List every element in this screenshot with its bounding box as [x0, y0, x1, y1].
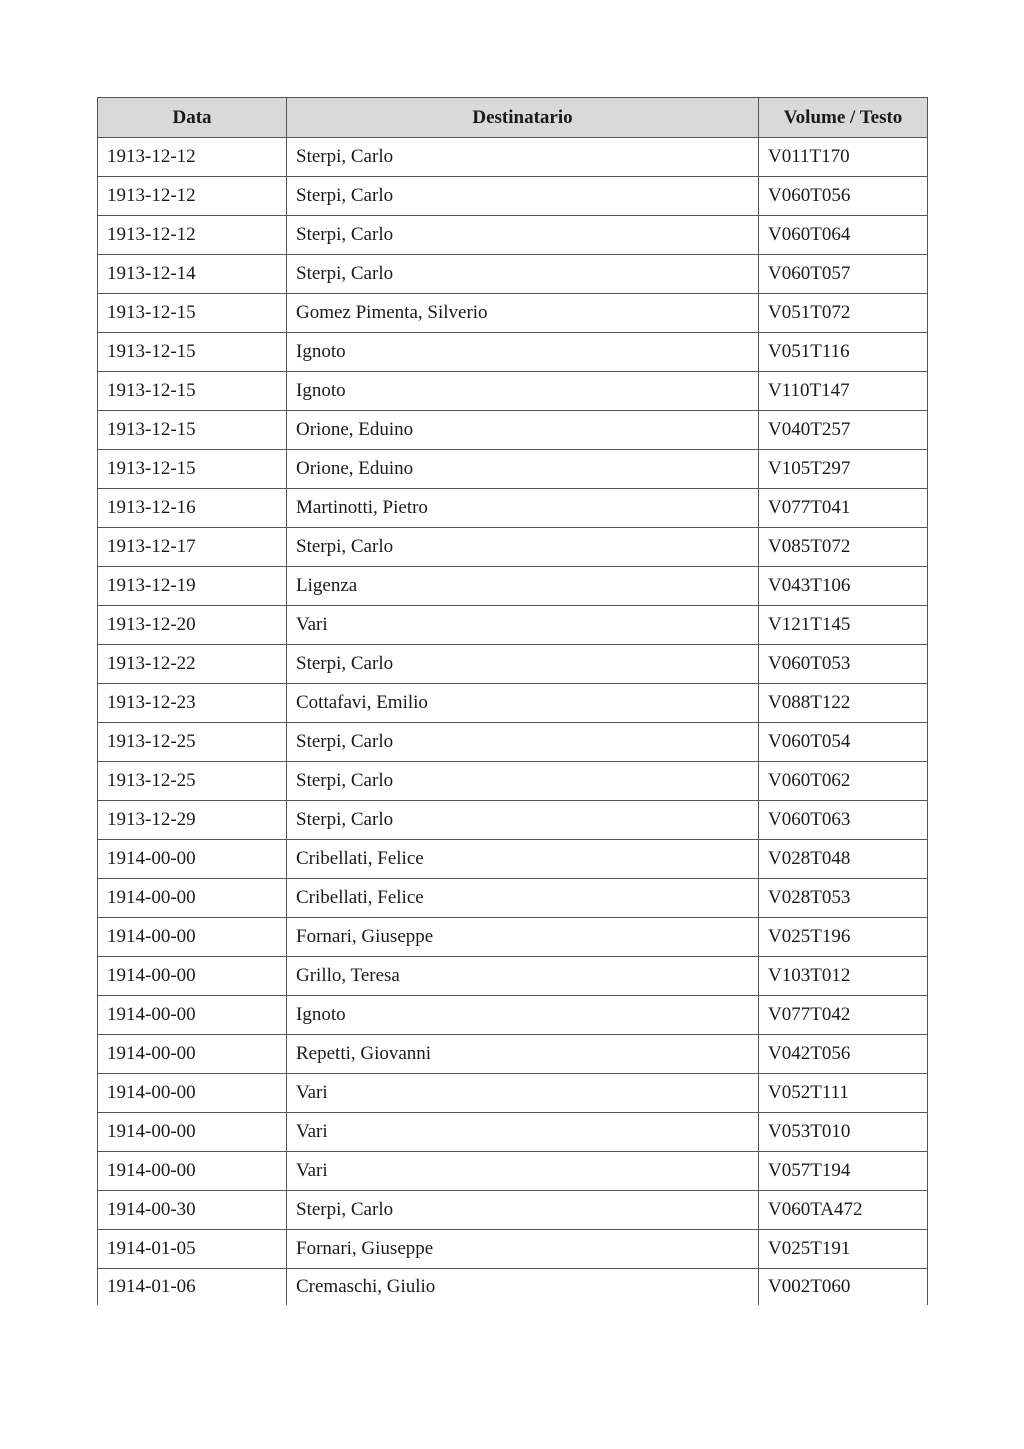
- cell-volume-testo: V028T048: [759, 840, 928, 879]
- cell-date: 1914-00-00: [98, 1035, 287, 1074]
- cell-volume-testo: V060T056: [759, 177, 928, 216]
- cell-date: 1913-12-22: [98, 645, 287, 684]
- cell-volume-testo: V121T145: [759, 606, 928, 645]
- cell-date: 1913-12-15: [98, 294, 287, 333]
- table-row: [98, 450, 928, 489]
- cell-date: 1913-12-25: [98, 723, 287, 762]
- cell-volume-testo: V040T257: [759, 411, 928, 450]
- table-row: [98, 1074, 928, 1113]
- cell-date: 1914-00-00: [98, 1113, 287, 1152]
- table-row: [98, 918, 928, 957]
- table-row: [98, 567, 928, 606]
- cell-date: 1913-12-20: [98, 606, 287, 645]
- table-row: [98, 372, 928, 411]
- cell-volume-testo: V052T111: [759, 1074, 928, 1113]
- cell-destinatario: Ignoto: [287, 372, 759, 411]
- cell-date: 1914-00-00: [98, 1152, 287, 1191]
- table-row: [98, 762, 928, 801]
- letters-table: [97, 97, 928, 1305]
- cell-destinatario: Cottafavi, Emilio: [287, 684, 759, 723]
- table-row: [98, 723, 928, 762]
- cell-destinatario: Cribellati, Felice: [287, 840, 759, 879]
- table-row: [98, 1035, 928, 1074]
- header-volume-testo: Volume / Testo: [759, 98, 928, 138]
- cell-date: 1913-12-16: [98, 489, 287, 528]
- cell-destinatario: Orione, Eduino: [287, 411, 759, 450]
- cell-date: 1913-12-12: [98, 177, 287, 216]
- table-row: [98, 1269, 928, 1306]
- cell-destinatario: Martinotti, Pietro: [287, 489, 759, 528]
- cell-date: 1913-12-14: [98, 255, 287, 294]
- cell-destinatario: Orione, Eduino: [287, 450, 759, 489]
- table-body: [98, 138, 928, 1306]
- cell-volume-testo: V060T054: [759, 723, 928, 762]
- table-row: [98, 840, 928, 879]
- table-row: [98, 138, 928, 177]
- cell-date: 1914-00-00: [98, 996, 287, 1035]
- cell-date: 1913-12-15: [98, 411, 287, 450]
- cell-destinatario: Grillo, Teresa: [287, 957, 759, 996]
- cell-destinatario: Cribellati, Felice: [287, 879, 759, 918]
- cell-volume-testo: V057T194: [759, 1152, 928, 1191]
- table-row: [98, 606, 928, 645]
- cell-volume-testo: V043T106: [759, 567, 928, 606]
- cell-date: 1914-00-00: [98, 840, 287, 879]
- table-row: [98, 294, 928, 333]
- cell-volume-testo: V060T053: [759, 645, 928, 684]
- cell-destinatario: Ignoto: [287, 996, 759, 1035]
- table-row: [98, 957, 928, 996]
- cell-volume-testo: V051T072: [759, 294, 928, 333]
- cell-date: 1913-12-17: [98, 528, 287, 567]
- cell-date: 1914-00-00: [98, 879, 287, 918]
- cell-volume-testo: V060T064: [759, 216, 928, 255]
- cell-date: 1913-12-12: [98, 138, 287, 177]
- table-row: [98, 411, 928, 450]
- table-row: [98, 216, 928, 255]
- cell-date: 1913-12-15: [98, 450, 287, 489]
- cell-date: 1914-01-06: [98, 1269, 287, 1306]
- cell-volume-testo: V088T122: [759, 684, 928, 723]
- cell-volume-testo: V077T041: [759, 489, 928, 528]
- cell-destinatario: Ignoto: [287, 333, 759, 372]
- table-row: [98, 1191, 928, 1230]
- cell-destinatario: Sterpi, Carlo: [287, 216, 759, 255]
- table-row: [98, 177, 928, 216]
- cell-volume-testo: V011T170: [759, 138, 928, 177]
- cell-date: 1913-12-29: [98, 801, 287, 840]
- cell-volume-testo: V085T072: [759, 528, 928, 567]
- table-row: [98, 879, 928, 918]
- cell-volume-testo: V051T116: [759, 333, 928, 372]
- cell-volume-testo: V060TA472: [759, 1191, 928, 1230]
- cell-destinatario: Ligenza: [287, 567, 759, 606]
- cell-destinatario: Sterpi, Carlo: [287, 177, 759, 216]
- cell-destinatario: Vari: [287, 1152, 759, 1191]
- header-destinatario: Destinatario: [287, 98, 759, 138]
- cell-volume-testo: V060T062: [759, 762, 928, 801]
- cell-date: 1913-12-12: [98, 216, 287, 255]
- table-row: [98, 1113, 928, 1152]
- cell-volume-testo: V060T063: [759, 801, 928, 840]
- cell-destinatario: Fornari, Giuseppe: [287, 1230, 759, 1269]
- table-row: [98, 645, 928, 684]
- cell-destinatario: Sterpi, Carlo: [287, 801, 759, 840]
- table-row: [98, 489, 928, 528]
- cell-volume-testo: V028T053: [759, 879, 928, 918]
- table-row: [98, 684, 928, 723]
- header-data: Data: [98, 98, 287, 138]
- cell-destinatario: Vari: [287, 606, 759, 645]
- cell-volume-testo: V103T012: [759, 957, 928, 996]
- cell-volume-testo: V060T057: [759, 255, 928, 294]
- cell-volume-testo: V053T010: [759, 1113, 928, 1152]
- cell-volume-testo: V025T191: [759, 1230, 928, 1269]
- cell-destinatario: Repetti, Giovanni: [287, 1035, 759, 1074]
- table-row: [98, 255, 928, 294]
- cell-volume-testo: V002T060: [759, 1269, 928, 1306]
- cell-date: 1914-00-30: [98, 1191, 287, 1230]
- cell-date: 1914-00-00: [98, 957, 287, 996]
- table-row: [98, 801, 928, 840]
- table-row: [98, 1230, 928, 1269]
- cell-destinatario: Vari: [287, 1113, 759, 1152]
- cell-destinatario: Fornari, Giuseppe: [287, 918, 759, 957]
- cell-date: 1914-00-00: [98, 1074, 287, 1113]
- cell-volume-testo: V110T147: [759, 372, 928, 411]
- cell-destinatario: Sterpi, Carlo: [287, 528, 759, 567]
- cell-volume-testo: V042T056: [759, 1035, 928, 1074]
- document-page: [97, 97, 927, 1305]
- table-row: [98, 528, 928, 567]
- cell-date: 1913-12-15: [98, 333, 287, 372]
- table-row: [98, 1152, 928, 1191]
- cell-destinatario: Cremaschi, Giulio: [287, 1269, 759, 1306]
- cell-destinatario: Sterpi, Carlo: [287, 1191, 759, 1230]
- cell-destinatario: Sterpi, Carlo: [287, 138, 759, 177]
- cell-destinatario: Sterpi, Carlo: [287, 645, 759, 684]
- cell-destinatario: Sterpi, Carlo: [287, 255, 759, 294]
- cell-date: 1914-01-05: [98, 1230, 287, 1269]
- cell-date: 1913-12-23: [98, 684, 287, 723]
- cell-volume-testo: V105T297: [759, 450, 928, 489]
- cell-date: 1913-12-25: [98, 762, 287, 801]
- table-row: [98, 333, 928, 372]
- cell-date: 1913-12-15: [98, 372, 287, 411]
- cell-destinatario: Sterpi, Carlo: [287, 762, 759, 801]
- cell-destinatario: Vari: [287, 1074, 759, 1113]
- cell-date: 1914-00-00: [98, 918, 287, 957]
- cell-volume-testo: V077T042: [759, 996, 928, 1035]
- table-header-row: [98, 98, 928, 138]
- cell-destinatario: Gomez Pimenta, Silverio: [287, 294, 759, 333]
- cell-destinatario: Sterpi, Carlo: [287, 723, 759, 762]
- cell-volume-testo: V025T196: [759, 918, 928, 957]
- cell-date: 1913-12-19: [98, 567, 287, 606]
- table-row: [98, 996, 928, 1035]
